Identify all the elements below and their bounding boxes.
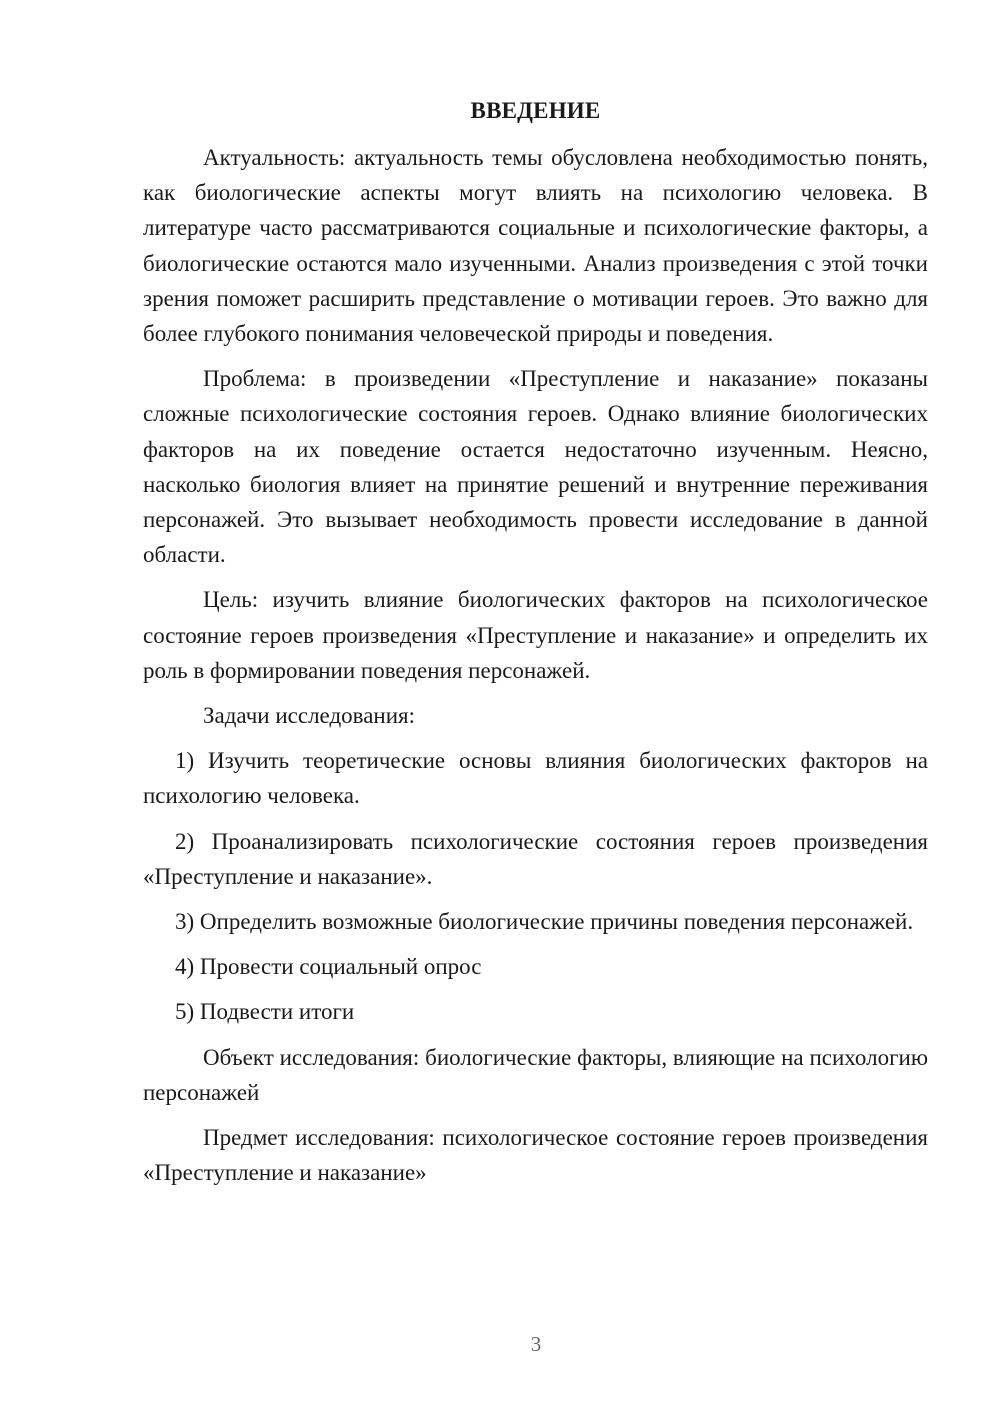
tasks-heading: Задачи исследования: (203, 703, 416, 729)
list-item: 5) Подвести итоги (175, 999, 355, 1025)
list-item: 4) Провести социальный опрос (175, 954, 482, 980)
paragraph-relevance: Актуальность: актуальность темы обусловлена необходимостью понять, как биологические аспекты могут влиять на психологию человека. В литературе часто рассматриваются социальные и психологические факторы, а биологические остаются мало изученными. Анализ произведения с этой точки зрения поможет расширить представление о мотивации героев. Это важно для более глубокого понимания человеческой природы и поведения. (143, 145, 928, 347)
list-item: 3) Определить возможные биологические причины поведения персонажей. (175, 909, 914, 935)
list-item: 2) Проанализировать психологические состояния героев произведения «Преступление и наказание». (143, 828, 928, 889)
paragraph-subject: Предмет исследования: психологическое состояние героев произведения «Преступление и наказание» (143, 1125, 928, 1186)
tasks-list (143, 743, 928, 1029)
document-page (143, 96, 928, 1200)
paragraph-goal: Цель: изучить влияние биологических факторов на психологическое состояние героев произведения «Преступление и наказание» и определить их роль в формировании поведения персонажей. (143, 587, 928, 683)
paragraph-problem: Проблема: в произведении «Преступление и наказание» показаны сложные психологические состояния героев. Однако влияние биологических факторов на их поведение остается недостаточно изученным. Неясно, насколько биология влияет на принятие решений и внутренние переживания персонажей. Это вызывает необходимость провести исследование в данной области. (143, 366, 928, 568)
list-item: 1) Изучить теоретические основы влияния биологических факторов на психологию человека. (143, 748, 928, 809)
page-number: 3 (530, 1332, 542, 1356)
section-title: ВВЕДЕНИЕ (470, 98, 601, 123)
paragraph-object: Объект исследования: биологические факторы, влияющие на психологию персонажей (143, 1044, 928, 1105)
